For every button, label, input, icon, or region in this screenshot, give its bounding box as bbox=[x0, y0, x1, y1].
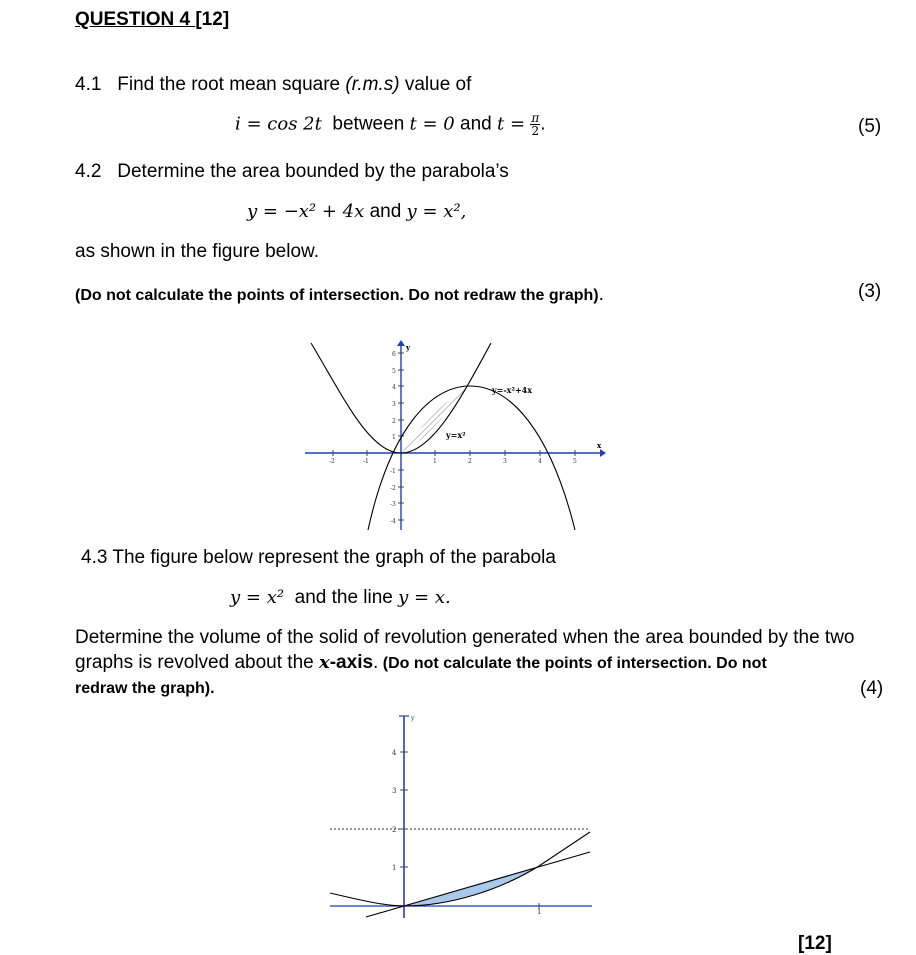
q42-as-shown: as shown in the figure below. bbox=[75, 241, 319, 262]
q41-eq-between: between bbox=[332, 113, 405, 135]
q41-eq-and: and bbox=[460, 113, 492, 135]
q43-period: . bbox=[373, 652, 379, 673]
total-marks: [12] bbox=[798, 933, 832, 954]
q43-intro: 4.3 The figure below represent the graph of the parabola bbox=[81, 547, 556, 568]
q43-eq-right: y = x. bbox=[398, 587, 451, 608]
q41-frac-num: π bbox=[531, 111, 540, 125]
g1-xtick-4: 4 bbox=[538, 458, 542, 465]
q41-marks: (5) bbox=[858, 116, 882, 137]
g1-xtick-m2: -2 bbox=[329, 458, 335, 465]
g1-y-axis-label: y bbox=[406, 343, 411, 352]
q43-body-line2a: graphs is revolved about the bbox=[75, 652, 319, 673]
q41-prompt-a: Find the root mean square bbox=[117, 74, 346, 95]
g1-xtick-3: 3 bbox=[503, 458, 507, 465]
g1-ytick-1: 1 bbox=[392, 434, 396, 441]
q43-x-symbol: x bbox=[319, 652, 330, 673]
q41-frac-den: 2 bbox=[531, 124, 540, 138]
g1-xtick-2: 2 bbox=[468, 458, 472, 465]
q42-marks: (3) bbox=[858, 281, 882, 302]
line-y-equals-x bbox=[366, 852, 590, 917]
g1-ytick-m3: -3 bbox=[390, 501, 396, 508]
q43-body-line2-bold: (Do not calculate the points of intersection. Do not bbox=[378, 655, 767, 672]
q41-rms: (r.m.s) bbox=[345, 74, 400, 95]
q41-eq-i: i = cos 2t bbox=[235, 113, 322, 135]
question-label: QUESTION 4 bbox=[75, 9, 196, 30]
g2-y-axis-label: y bbox=[411, 715, 415, 722]
label-parabola-down: y=-x²+4x bbox=[492, 385, 532, 395]
g1-ytick-m4: -4 bbox=[390, 518, 396, 525]
q41-eq-t: t = bbox=[497, 113, 526, 135]
g1-ytick-2: 2 bbox=[392, 418, 396, 425]
g1-xtick-1: 1 bbox=[433, 458, 437, 465]
g1-ytick-3: 3 bbox=[392, 401, 396, 408]
q42-eq-left: y = −x² + 4x bbox=[247, 201, 365, 222]
q42-number: 4.2 bbox=[75, 161, 102, 182]
q43-marks: (4) bbox=[860, 678, 884, 699]
q43-eq-mid: and the line bbox=[294, 587, 393, 608]
g1-xtick-m1: -1 bbox=[363, 458, 369, 465]
question-total-marks: [12] bbox=[195, 9, 230, 30]
q43-body-line3: redraw the graph). bbox=[75, 680, 215, 697]
g2-xtick-1: 1 bbox=[537, 908, 542, 916]
q41-number: 4.1 bbox=[75, 74, 102, 95]
label-parabola-up: y=x² bbox=[446, 430, 466, 440]
g1-ytick-m2: -2 bbox=[390, 485, 396, 492]
q42-note-period: . bbox=[598, 284, 604, 305]
g2-ytick-4: 4 bbox=[392, 749, 397, 757]
q42-eq-right: y = x², bbox=[406, 201, 467, 222]
q41-period: . bbox=[540, 113, 546, 135]
q42-prompt-text: Determine the area bounded by the parabola’s bbox=[117, 161, 509, 182]
g1-xtick-5: 5 bbox=[573, 458, 577, 465]
g1-ytick-6: 6 bbox=[392, 351, 396, 358]
g2-ytick-3: 3 bbox=[392, 787, 397, 795]
q43-axis-word: -axis bbox=[329, 652, 374, 673]
g2-ytick-2: 2 bbox=[392, 826, 397, 834]
g2-ytick-1: 1 bbox=[392, 864, 397, 872]
q42-note-text: (Do not calculate the points of intersection. Do not redraw the graph) bbox=[75, 287, 599, 304]
q41-eq-t0: t = 0 bbox=[409, 113, 455, 135]
q42-eq-and: and bbox=[369, 201, 402, 222]
q43-body-line1: Determine the volume of the solid of revolution generated when the area bounded by the two bbox=[75, 627, 855, 648]
g1-ytick-4: 4 bbox=[392, 384, 396, 391]
g1-ytick-m1: -1 bbox=[390, 468, 396, 475]
g1-x-axis-label: x bbox=[597, 441, 602, 450]
q41-prompt-b: value of bbox=[399, 74, 472, 95]
q43-eq-left: y = x² bbox=[230, 587, 285, 608]
g1-ytick-5: 5 bbox=[392, 368, 396, 375]
